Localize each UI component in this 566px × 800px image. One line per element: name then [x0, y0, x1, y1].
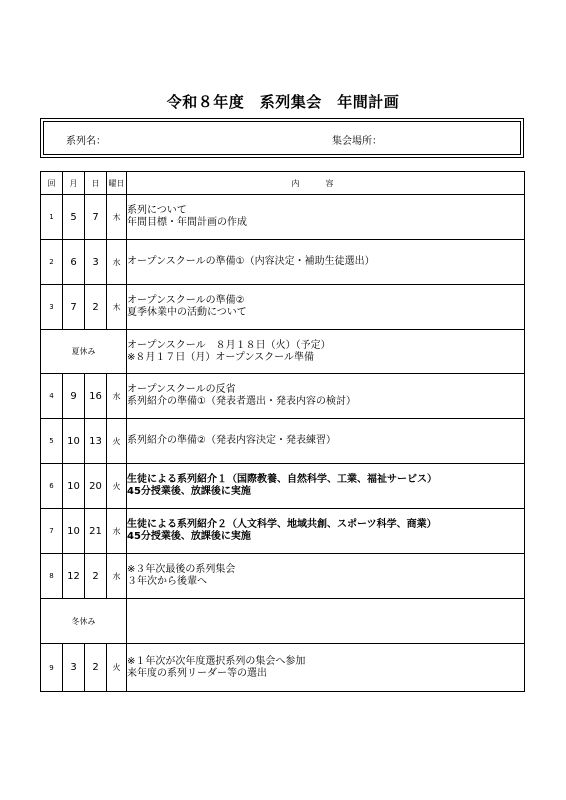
schedule-table	[40, 171, 525, 692]
schedule-row	[41, 464, 525, 509]
schedule-row	[41, 374, 525, 419]
cell-month: 5	[63, 195, 85, 240]
cell-content	[127, 644, 525, 692]
cell-kai: 5	[41, 419, 63, 464]
cell-content	[127, 599, 525, 644]
cell-month: 12	[63, 554, 85, 599]
cell-weekday: 水	[107, 509, 127, 554]
cell-month: 3	[63, 644, 85, 692]
content-line: 系列について	[127, 205, 187, 216]
series-name-label: 系列名：	[66, 136, 106, 147]
schedule-row	[41, 509, 525, 554]
info-box-inner	[43, 121, 521, 155]
header-kai: 回	[41, 172, 63, 195]
content-line: 45分授業後、放課後に実施	[127, 531, 251, 542]
header-weekday: 曜日	[107, 172, 127, 195]
vacation-row	[41, 330, 525, 374]
meeting-place-label: 集会場所：	[332, 136, 382, 147]
cell-content	[127, 374, 525, 419]
cell-month: 10	[63, 419, 85, 464]
content-line: 来年度の系列リーダー等の選出	[127, 667, 267, 679]
cell-month: 6	[63, 240, 85, 285]
cell-day: 2	[85, 554, 107, 599]
cell-day: 13	[85, 419, 107, 464]
cell-kai: 8	[41, 554, 63, 599]
content-line: オープンスクール ８月１８日（火）（予定）	[127, 339, 331, 351]
schedule-body	[41, 195, 525, 692]
cell-day: 7	[85, 195, 107, 240]
content-line: オープンスクールの準備①（内容決定・補助生徒選出）	[127, 256, 375, 267]
cell-weekday: 水	[107, 240, 127, 285]
cell-day: 2	[85, 644, 107, 692]
content-line: ３年次から後輩へ	[127, 576, 207, 587]
cell-weekday: 木	[107, 195, 127, 240]
content-line: 生徒による系列紹介２（人文科学、地域共創、スポーツ科学、商業）	[127, 519, 437, 530]
cell-kai: 6	[41, 464, 63, 509]
cell-weekday: 火	[107, 644, 127, 692]
cell-content	[127, 240, 525, 285]
cell-kai: 3	[41, 285, 63, 330]
cell-content	[127, 285, 525, 330]
cell-kai: 7	[41, 509, 63, 554]
vacation-row	[41, 599, 525, 644]
cell-weekday: 木	[107, 285, 127, 330]
cell-month: 10	[63, 509, 85, 554]
cell-day: 16	[85, 374, 107, 419]
header-row	[41, 172, 525, 195]
cell-kai: 9	[41, 644, 63, 692]
vacation-label: 夏休み	[41, 330, 127, 374]
page-title: 令和８年度 系列集会 年間計画	[166, 93, 400, 111]
cell-day: 21	[85, 509, 107, 554]
content-line: 夏季休業中の活動について	[127, 307, 247, 318]
cell-day: 3	[85, 240, 107, 285]
content-line: オープンスクールの反省	[127, 384, 236, 395]
cell-content	[127, 464, 525, 509]
content-line: 生徒による系列紹介１（国際教養、自然科学、工業、福祉サービス）	[127, 474, 437, 485]
schedule-row	[41, 240, 525, 285]
cell-weekday: 火	[107, 419, 127, 464]
info-box	[40, 118, 524, 158]
cell-content	[127, 419, 525, 464]
content-line: ※３年次最後の系列集会	[127, 564, 236, 575]
header-content: 内容	[127, 172, 525, 195]
content-line: 45分授業後、放課後に実施	[127, 486, 251, 497]
content-line: 年間目標・年間計画の作成	[127, 217, 247, 228]
cell-month: 7	[63, 285, 85, 330]
cell-content	[127, 195, 525, 240]
cell-day: 20	[85, 464, 107, 509]
content-line: オープンスクールの準備②	[127, 295, 245, 306]
cell-content	[127, 554, 525, 599]
schedule-row	[41, 554, 525, 599]
schedule-row	[41, 419, 525, 464]
content-line: ※８月１７日（月）オープンスクール準備	[127, 351, 314, 363]
cell-weekday: 水	[107, 374, 127, 419]
header-day: 日	[85, 172, 107, 195]
cell-month: 10	[63, 464, 85, 509]
content-line: ※１年次が次年度選択系列の集会へ参加	[127, 655, 306, 667]
cell-content	[127, 509, 525, 554]
cell-kai: 4	[41, 374, 63, 419]
cell-content	[127, 330, 525, 374]
schedule-row	[41, 644, 525, 692]
cell-day: 2	[85, 285, 107, 330]
cell-weekday: 水	[107, 554, 127, 599]
content-line: 系列紹介の準備①（発表者選出・発表内容の検討）	[127, 396, 356, 407]
content-line: 系列紹介の準備②（発表内容決定・発表練習）	[127, 435, 336, 446]
vacation-label: 冬休み	[41, 599, 127, 644]
cell-weekday: 火	[107, 464, 127, 509]
schedule-row	[41, 195, 525, 240]
header-month: 月	[63, 172, 85, 195]
schedule-row	[41, 285, 525, 330]
cell-kai: 2	[41, 240, 63, 285]
cell-kai: 1	[41, 195, 63, 240]
cell-month: 9	[63, 374, 85, 419]
